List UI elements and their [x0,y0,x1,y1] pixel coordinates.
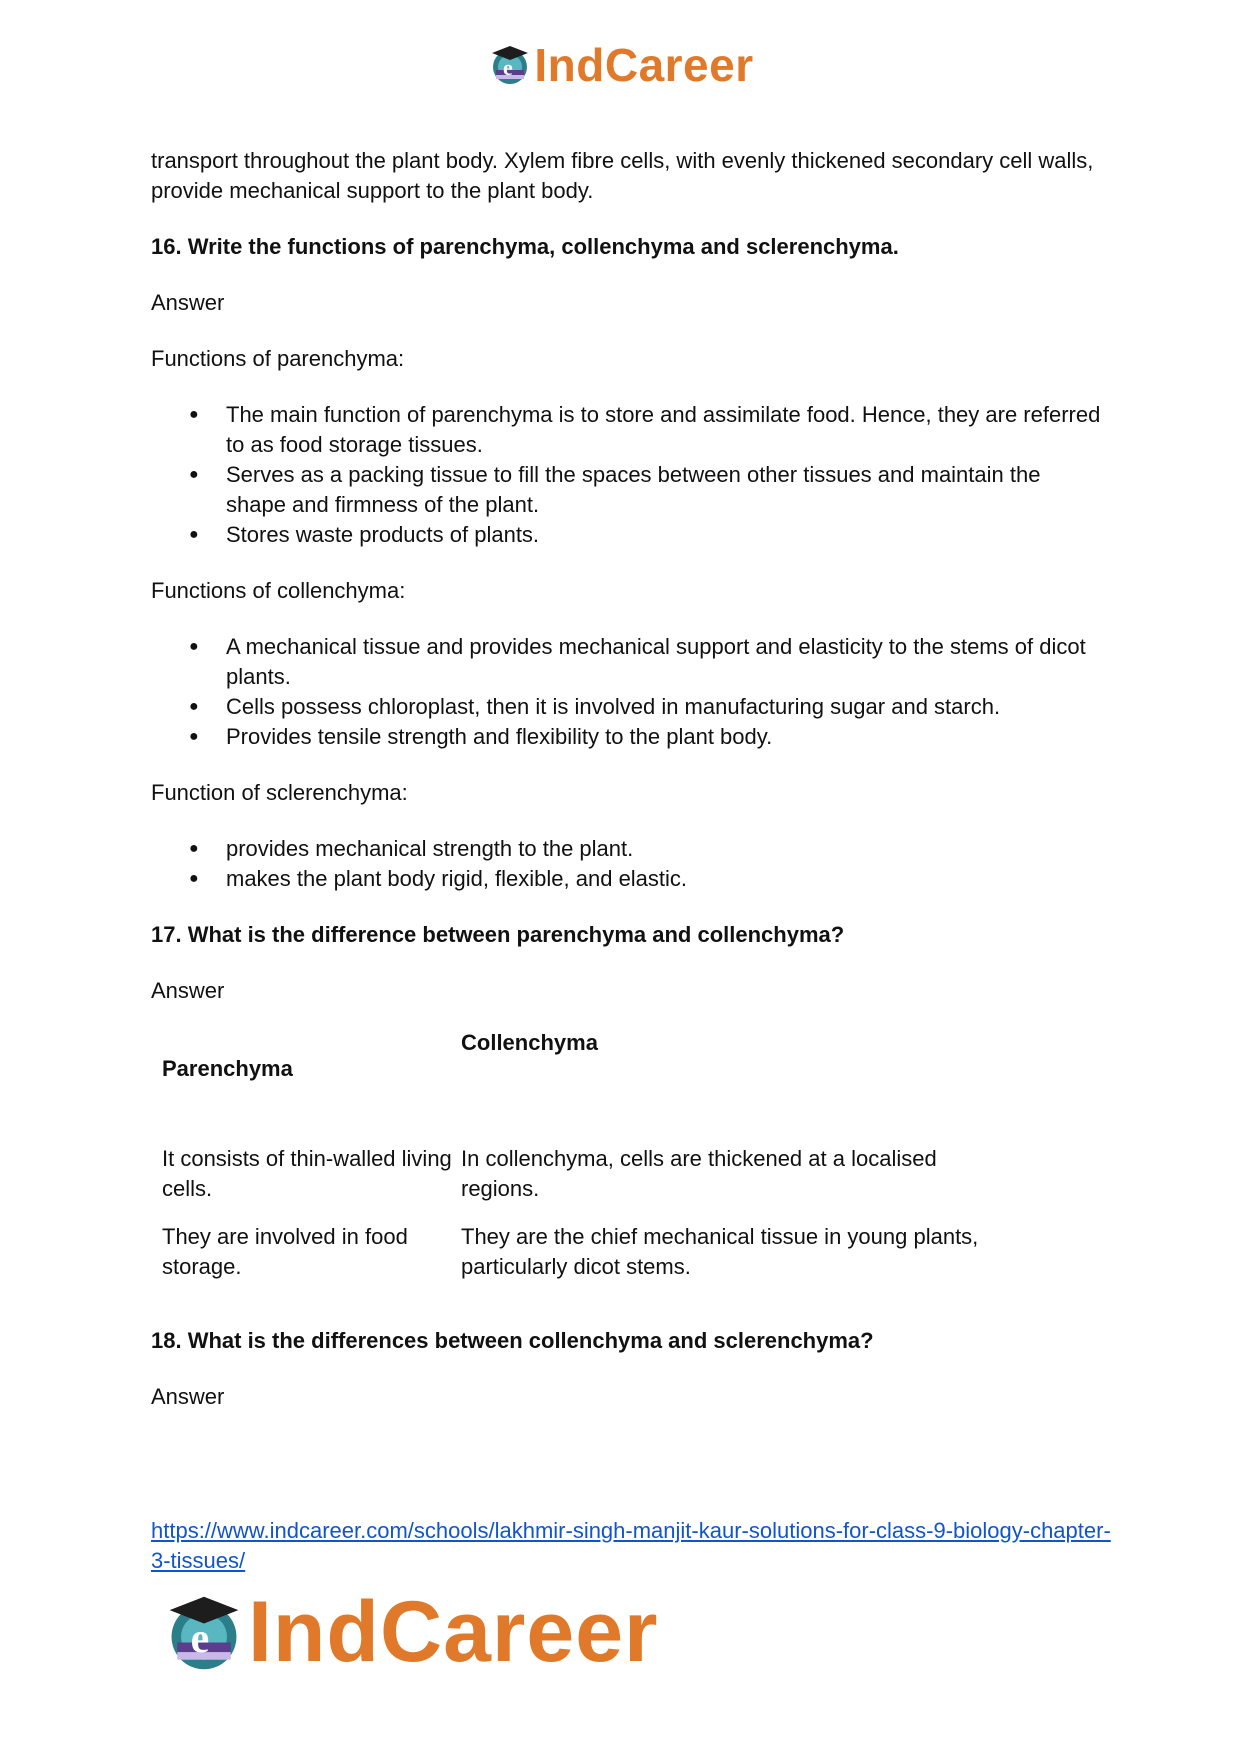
footer-logo [162,1583,659,1682]
list-item: ● Provides tensile strength and flexibility to the plant body. [151,722,1101,752]
sclerenchyma-heading: Function of sclerenchyma: [151,780,408,805]
table-header-parenchyma: Parenchyma [162,1056,293,1081]
svg-text:e: e [190,1615,210,1662]
parenchyma-heading: Functions of parenchyma: [151,346,405,371]
graduation-globe-icon [488,43,532,87]
list-item: ● Cells possess chloroplast, then it is involved in manufacturing sugar and starch. [151,692,1101,722]
parenchyma-list [151,400,1101,550]
table-row [151,1222,991,1300]
comparison-table [151,1028,991,1300]
table-cell: They are the chief mechanical tissue in young plants, particularly dicot stems. [461,1224,979,1279]
collenchyma-list [151,632,1101,752]
table-header-row [151,1028,991,1144]
table-row [151,1144,991,1222]
brand-wordmark: IndCareer [534,39,754,91]
collenchyma-heading: Functions of collenchyma: [151,578,406,603]
table-cell: In collenchyma, cells are thickened at a localised regions. [461,1146,937,1201]
answer-label-16: Answer [151,290,225,315]
answer-label-17: Answer [151,978,225,1003]
question-16: 16. Write the functions of parenchyma, collenchyma and sclerenchyma. [151,234,899,259]
list-item: ● makes the plant body rigid, flexible, and elastic. [151,864,1101,894]
table-cell: They are involved in food storage. [162,1224,408,1279]
list-item: ● Stores waste products of plants. [151,520,1101,550]
list-item: ● provides mechanical strength to the plant. [151,834,1101,864]
intro-paragraph: transport throughout the plant body. Xylem fibre cells, with evenly thickened secondary cell walls, provide mechanical support to the plant body. [151,148,1094,203]
header-logo [0,38,1242,92]
source-url-link[interactable]: https://www.indcareer.com/schools/lakhmir-singh-manjit-kaur-solutions-for-class-9-biology-chapter-3-tissues/ [151,1518,1111,1573]
graduation-globe-icon [162,1591,246,1675]
document-body [151,146,1101,1438]
svg-text:e: e [503,55,514,80]
table-cell: It consists of thin-walled living cells. [162,1146,452,1201]
question-18: 18. What is the differences between collenchyma and sclerenchyma? [151,1328,874,1353]
list-item: ● Serves as a packing tissue to fill the spaces between other tissues and maintain the shape and firmness of the plant. [151,460,1101,520]
list-item: ● The main function of parenchyma is to store and assimilate food. Hence, they are referred to as food storage tissues. [151,400,1101,460]
answer-label-18: Answer [151,1384,225,1409]
table-header-collenchyma: Collenchyma [461,1030,598,1055]
sclerenchyma-list [151,834,1101,894]
brand-wordmark: IndCareer [248,1584,659,1680]
question-17: 17. What is the difference between parenchyma and collenchyma? [151,922,845,947]
list-item: ● A mechanical tissue and provides mechanical support and elasticity to the stems of dicot plants. [151,632,1101,692]
